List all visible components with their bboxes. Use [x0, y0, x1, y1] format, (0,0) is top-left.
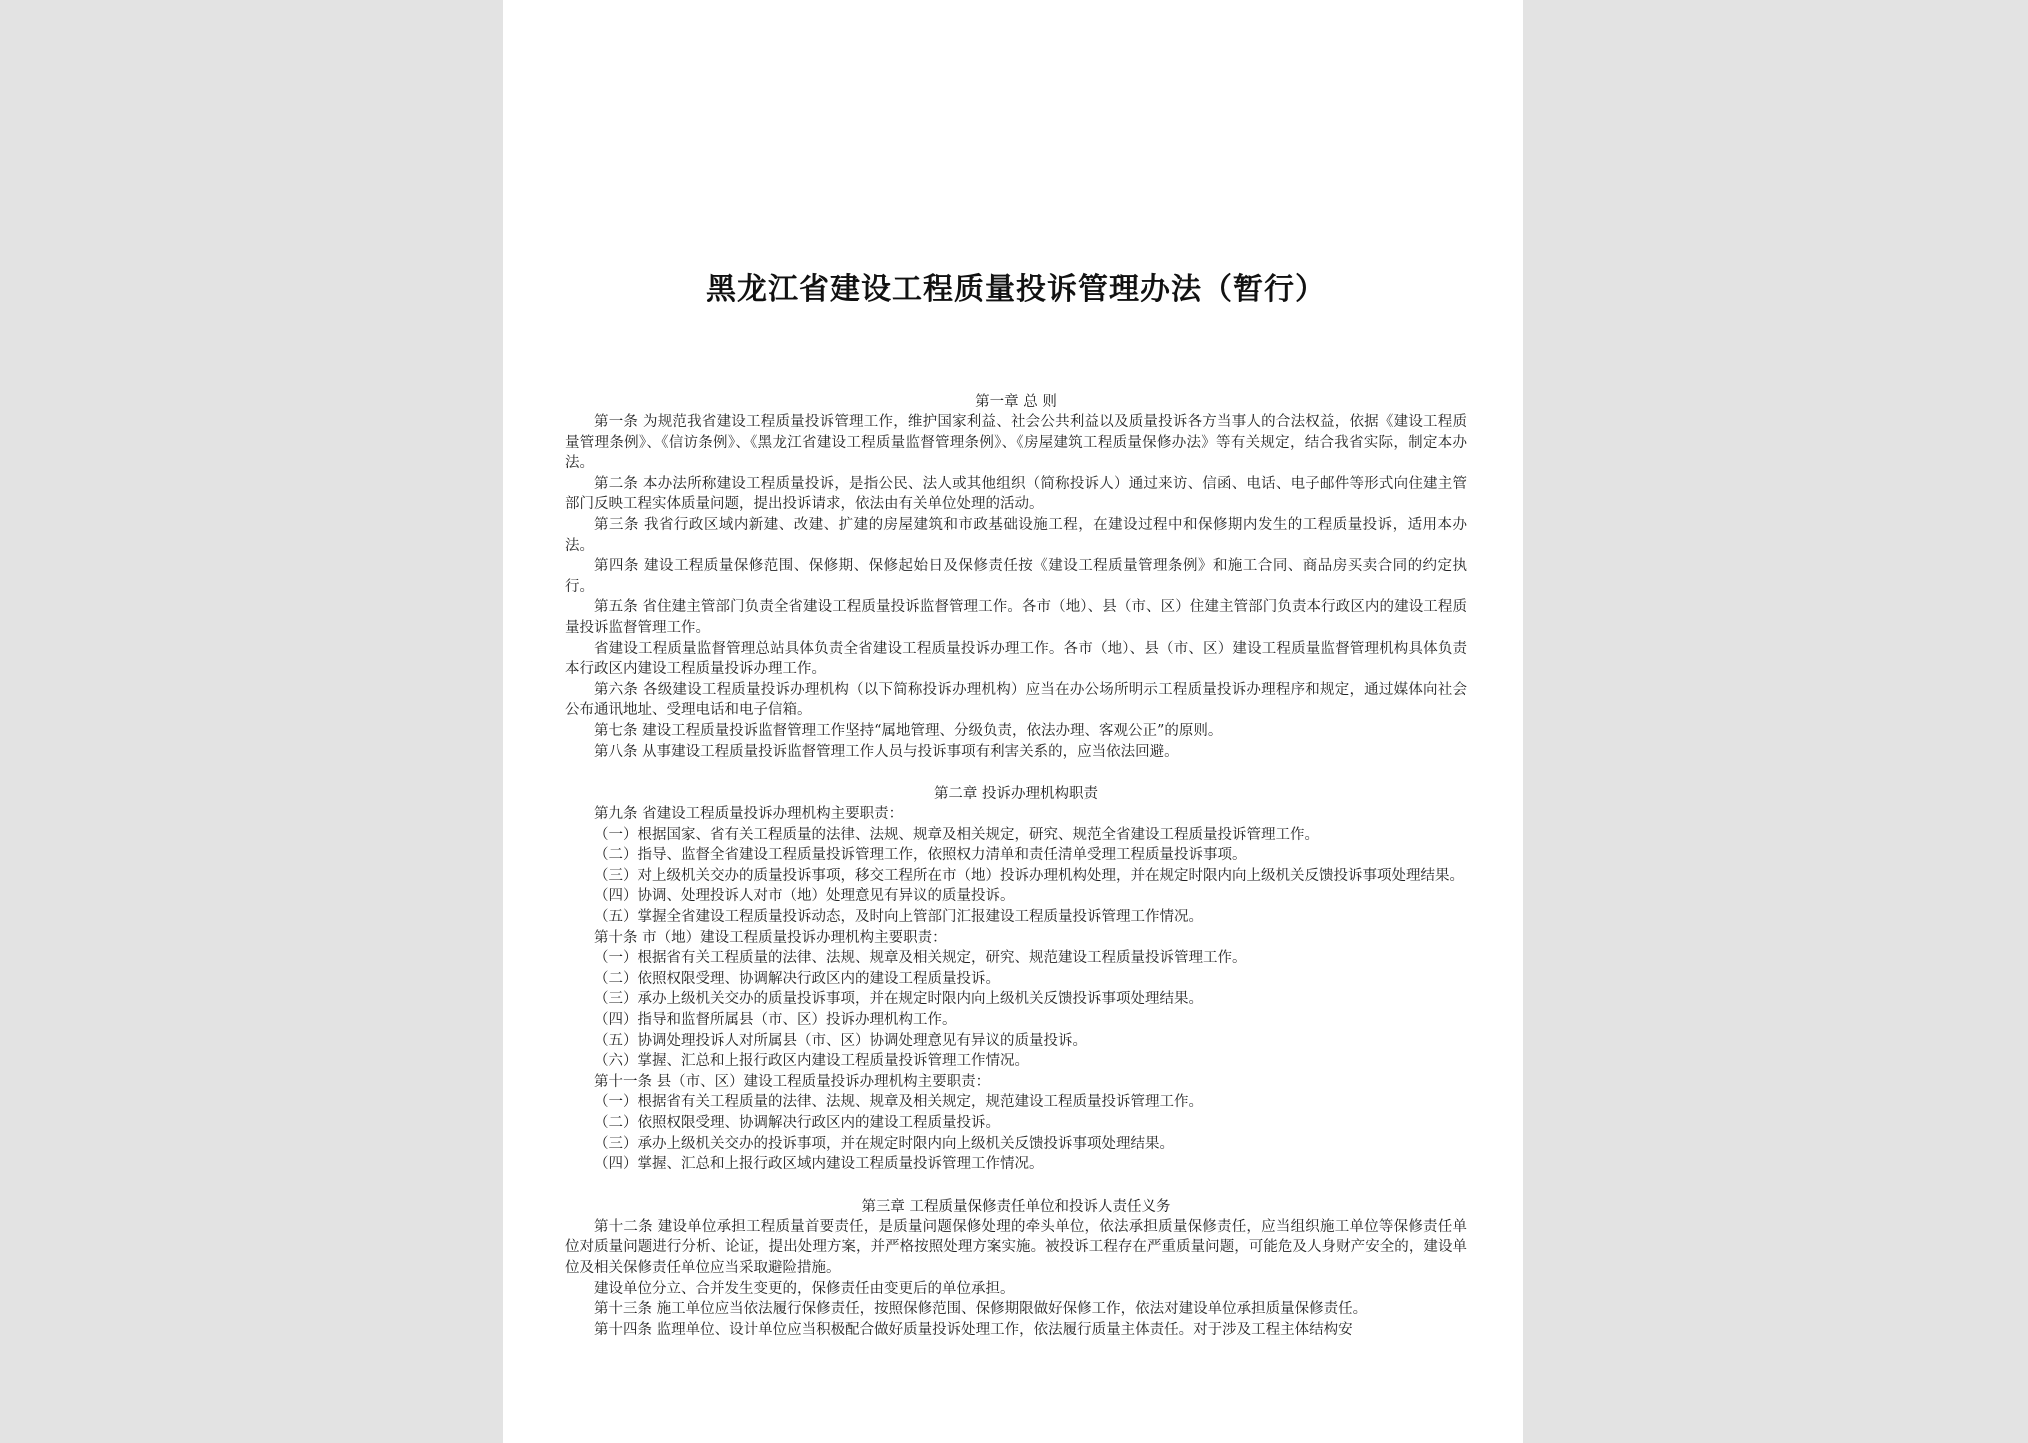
list-item: （四）协调、处理投诉人对市（地）处理意见有异议的质量投诉。	[594, 888, 1015, 905]
article-paragraph: 第七条 建设工程质量投诉监督管理工作坚持“属地管理、分级负责，依法办理、客观公正”的原则。	[594, 722, 1223, 739]
document-page	[503, 0, 1523, 1443]
chapter-2	[565, 784, 1467, 1175]
chapter-heading: 第三章 工程质量保修责任单位和投诉人责任义务	[861, 1198, 1171, 1215]
list-item: （一）根据国家、省有关工程质量的法律、法规、规章及相关规定，研究、规范全省建设工程质量投诉管理工作。	[594, 826, 1319, 843]
article-paragraph: 第二条 本办法所称建设工程质量投诉，是指公民、法人或其他组织（简称投诉人）通过来访、信函、电话、电子邮件等形式向住建主管部门反映工程实体质量问题，提出投诉请求，依法由有关单位处理的活动。	[565, 475, 1467, 513]
list-item: （二）依照权限受理、协调解决行政区内的建设工程质量投诉。	[594, 970, 1000, 987]
list-item: （四）指导和监督所属县（市、区）投诉办理机构工作。	[594, 1012, 957, 1029]
article-paragraph: 第十二条 建设单位承担工程质量首要责任，是质量问题保修处理的牵头单位，依法承担质量保修责任，应当组织施工单位等保修责任单位对质量问题进行分析、论证，提出处理方案，并严格按照处理方案实施。被投诉工程存在严重质量问题，可能危及人身财产安全的，建设单位及相关保修责任单位应当采取避险措施。	[565, 1218, 1467, 1276]
article-paragraph: 第八条 从事建设工程质量投诉监督管理工作人员与投诉事项有利害关系的，应当依法回避。	[594, 743, 1179, 760]
list-item: （六）掌握、汇总和上报行政区内建设工程质量投诉管理工作情况。	[594, 1053, 1029, 1070]
list-item: （三）承办上级机关交办的投诉事项，并在规定时限内向上级机关反馈投诉事项处理结果。	[594, 1135, 1174, 1152]
article-paragraph: 第三条 我省行政区域内新建、改建、扩建的房屋建筑和市政基础设施工程，在建设过程中和保修期内发生的工程质量投诉，适用本办法。	[565, 516, 1467, 554]
list-item: （二）指导、监督全省建设工程质量投诉管理工作，依照权力清单和责任清单受理工程质量投诉事项。	[594, 847, 1247, 864]
chapter-spacer	[565, 1175, 1467, 1197]
article-paragraph: 第四条 建设工程质量保修范围、保修期、保修起始日及保修责任按《建设工程质量管理条例》和施工合同、商品房买卖合同的约定执行。	[565, 558, 1467, 595]
document-title: 黑龙江省建设工程质量投诉管理办法（暂行）	[706, 272, 1326, 307]
chapter-3	[565, 1197, 1467, 1341]
article-paragraph: 第九条 省建设工程质量投诉办理机构主要职责：	[594, 806, 904, 823]
list-item: （四）掌握、汇总和上报行政区域内建设工程质量投诉管理工作情况。	[594, 1156, 1044, 1173]
article-paragraph: 第十四条 监理单位、设计单位应当积极配合做好质量投诉处理工作，依法履行质量主体责任。对于涉及工程主体结构安	[594, 1321, 1353, 1338]
list-item: （三）对上级机关交办的质量投诉事项，移交工程所在市（地）投诉办理机构处理，并在规定时限内向上级机关反馈投诉事项处理结果。	[594, 867, 1464, 884]
article-paragraph: 第十一条 县（市、区）建设工程质量投诉办理机构主要职责：	[594, 1073, 991, 1090]
chapter-1	[565, 392, 1467, 762]
chapter-heading: 第一章 总 则	[975, 394, 1057, 410]
chapter-heading: 第二章 投诉办理机构职责	[933, 786, 1099, 803]
article-paragraph: 第十条 市（地）建设工程质量投诉办理机构主要职责：	[594, 929, 947, 946]
list-item: （一）根据省有关工程质量的法律、法规、规章及相关规定，研究、规范建设工程质量投诉管理工作。	[594, 950, 1247, 967]
list-item: （三）承办上级机关交办的质量投诉事项，并在规定时限内向上级机关反馈投诉事项处理结果。	[594, 991, 1203, 1008]
list-item: （一）根据省有关工程质量的法律、法规、规章及相关规定，规范建设工程质量投诉管理工作。	[594, 1094, 1203, 1111]
article-paragraph: 第一条 为规范我省建设工程质量投诉管理工作，维护国家利益、社会公共利益以及质量投诉各方当事人的合法权益，依据《建设工程质量管理条例》、《信访条例》、《黑龙江省建设工程质量监督管理条例》、《房屋建筑工程质量保修办法》等有关规定，结合我省实际，制定本办法。	[565, 414, 1467, 472]
article-paragraph: 省建设工程质量监督管理总站具体负责全省建设工程质量投诉办理工作。各市（地）、县（市、区）建设工程质量监督管理机构具体负责本行政区内建设工程质量投诉办理工作。	[565, 640, 1467, 678]
article-paragraph: 第十三条 施工单位应当依法履行保修责任，按照保修范围、保修期限做好保修工作，依法对建设单位承担质量保修责任。	[594, 1301, 1368, 1318]
list-item: （五）掌握全省建设工程质量投诉动态，及时向上管部门汇报建设工程质量投诉管理工作情况。	[594, 909, 1203, 926]
article-paragraph: 第五条 省住建主管部门负责全省建设工程质量投诉监督管理工作。各市（地）、县（市、区）住建主管部门负责本行政区内的建设工程质量投诉监督管理工作。	[565, 599, 1467, 636]
list-item: （二）依照权限受理、协调解决行政区内的建设工程质量投诉。	[594, 1115, 1000, 1131]
article-paragraph: 建设单位分立、合并发生变更的，保修责任由变更后的单位承担。	[594, 1280, 1015, 1297]
chapter-spacer	[565, 762, 1467, 784]
list-item: （五）协调处理投诉人对所属县（市、区）协调处理意见有异议的质量投诉。	[594, 1032, 1087, 1049]
article-paragraph: 第六条 各级建设工程质量投诉办理机构（以下简称投诉办理机构）应当在办公场所明示工程质量投诉办理程序和规定，通过媒体向社会公布通讯地址、受理电话和电子信箱。	[565, 681, 1467, 719]
